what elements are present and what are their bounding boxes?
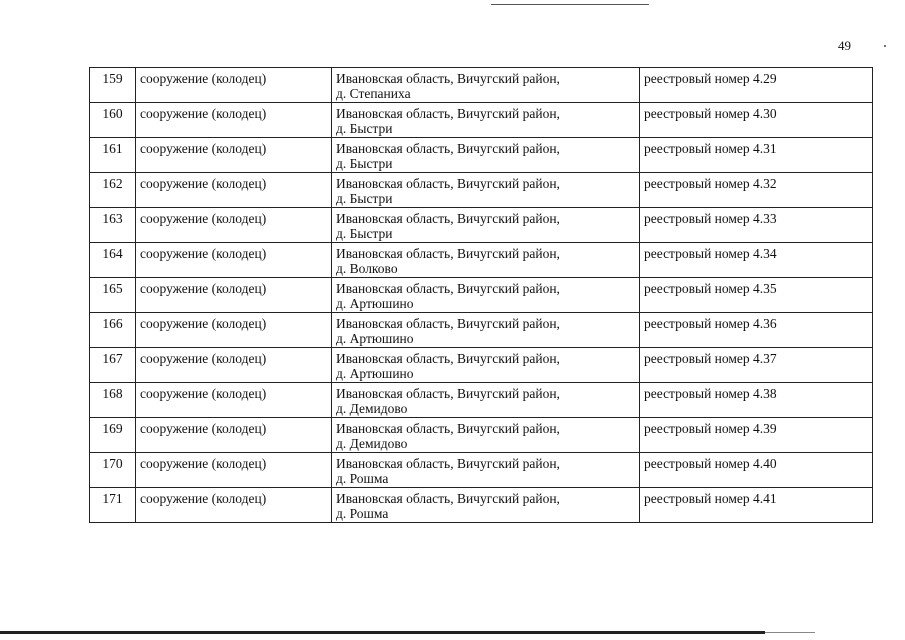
row-number: 159: [90, 68, 136, 103]
table-row: [90, 68, 873, 103]
registry-number: реестровый номер 4.34: [640, 243, 873, 278]
registry-number: реестровый номер 4.35: [640, 278, 873, 313]
object-type: сооружение (колодец): [136, 103, 332, 138]
registry-number: реестровый номер 4.41: [640, 488, 873, 523]
top-divider-line: [491, 4, 649, 5]
row-number: 169: [90, 418, 136, 453]
row-number: 163: [90, 208, 136, 243]
registry-number: реестровый номер 4.31: [640, 138, 873, 173]
table-row: [90, 453, 873, 488]
registry-number: реестровый номер 4.32: [640, 173, 873, 208]
table-row: [90, 208, 873, 243]
object-address: [332, 103, 640, 138]
address-village: д. Артюшино: [336, 366, 414, 381]
row-number: 171: [90, 488, 136, 523]
object-address: [332, 173, 640, 208]
object-type: сооружение (колодец): [136, 68, 332, 103]
object-type: сооружение (колодец): [136, 453, 332, 488]
address-region: Ивановская область, Вичугский район,: [336, 176, 560, 191]
address-village: д. Рошма: [336, 506, 389, 521]
address-village: д. Быстри: [336, 191, 393, 206]
object-type: сооружение (колодец): [136, 383, 332, 418]
row-number: 170: [90, 453, 136, 488]
address-region: Ивановская область, Вичугский район,: [336, 281, 560, 296]
object-address: [332, 138, 640, 173]
registry-number: реестровый номер 4.29: [640, 68, 873, 103]
address-village: д. Артюшино: [336, 296, 414, 311]
object-address: [332, 383, 640, 418]
table-row: [90, 103, 873, 138]
object-type: сооружение (колодец): [136, 418, 332, 453]
table-row: [90, 348, 873, 383]
object-address: [332, 488, 640, 523]
scan-speck: [884, 45, 886, 47]
object-type: сооружение (колодец): [136, 173, 332, 208]
registry-number: реестровый номер 4.40: [640, 453, 873, 488]
object-address: [332, 313, 640, 348]
row-number: 164: [90, 243, 136, 278]
row-number: 160: [90, 103, 136, 138]
table-row: [90, 313, 873, 348]
address-village: д. Степаниха: [336, 86, 411, 101]
table-row: [90, 383, 873, 418]
address-village: д. Рошма: [336, 471, 389, 486]
address-village: д. Быстри: [336, 156, 393, 171]
object-address: [332, 68, 640, 103]
address-region: Ивановская область, Вичугский район,: [336, 246, 560, 261]
object-address: [332, 453, 640, 488]
address-village: д. Артюшино: [336, 331, 414, 346]
object-type: сооружение (колодец): [136, 243, 332, 278]
address-village: д. Демидово: [336, 436, 408, 451]
table-row: [90, 243, 873, 278]
row-number: 165: [90, 278, 136, 313]
address-village: д. Быстри: [336, 226, 393, 241]
bottom-border-tail: [765, 632, 815, 633]
registry-number: реестровый номер 4.30: [640, 103, 873, 138]
registry-number: реестровый номер 4.33: [640, 208, 873, 243]
address-village: д. Волково: [336, 261, 398, 276]
table-row: [90, 173, 873, 208]
registry-number: реестровый номер 4.39: [640, 418, 873, 453]
address-region: Ивановская область, Вичугский район,: [336, 211, 560, 226]
address-region: Ивановская область, Вичугский район,: [336, 456, 560, 471]
object-address: [332, 418, 640, 453]
object-address: [332, 278, 640, 313]
table-row: [90, 138, 873, 173]
bottom-border-line: [0, 631, 765, 634]
table-row: [90, 488, 873, 523]
registry-number: реестровый номер 4.36: [640, 313, 873, 348]
object-address: [332, 348, 640, 383]
registry-number: реестровый номер 4.37: [640, 348, 873, 383]
address-village: д. Демидово: [336, 401, 408, 416]
row-number: 162: [90, 173, 136, 208]
address-village: д. Быстри: [336, 121, 393, 136]
address-region: Ивановская область, Вичугский район,: [336, 386, 560, 401]
address-region: Ивановская область, Вичугский район,: [336, 351, 560, 366]
table-row: [90, 418, 873, 453]
row-number: 166: [90, 313, 136, 348]
object-type: сооружение (колодец): [136, 278, 332, 313]
table-row: [90, 278, 873, 313]
address-region: Ивановская область, Вичугский район,: [336, 71, 560, 86]
row-number: 167: [90, 348, 136, 383]
object-type: сооружение (колодец): [136, 488, 332, 523]
page-number: 49: [838, 38, 851, 53]
row-number: 168: [90, 383, 136, 418]
address-region: Ивановская область, Вичугский район,: [336, 316, 560, 331]
address-region: Ивановская область, Вичугский район,: [336, 141, 560, 156]
row-number: 161: [90, 138, 136, 173]
object-type: сооружение (колодец): [136, 208, 332, 243]
property-registry-table: [89, 67, 873, 523]
object-type: сооружение (колодец): [136, 348, 332, 383]
registry-number: реестровый номер 4.38: [640, 383, 873, 418]
object-address: [332, 243, 640, 278]
address-region: Ивановская область, Вичугский район,: [336, 106, 560, 121]
object-address: [332, 208, 640, 243]
address-region: Ивановская область, Вичугский район,: [336, 421, 560, 436]
object-type: сооружение (колодец): [136, 138, 332, 173]
address-region: Ивановская область, Вичугский район,: [336, 491, 560, 506]
object-type: сооружение (колодец): [136, 313, 332, 348]
